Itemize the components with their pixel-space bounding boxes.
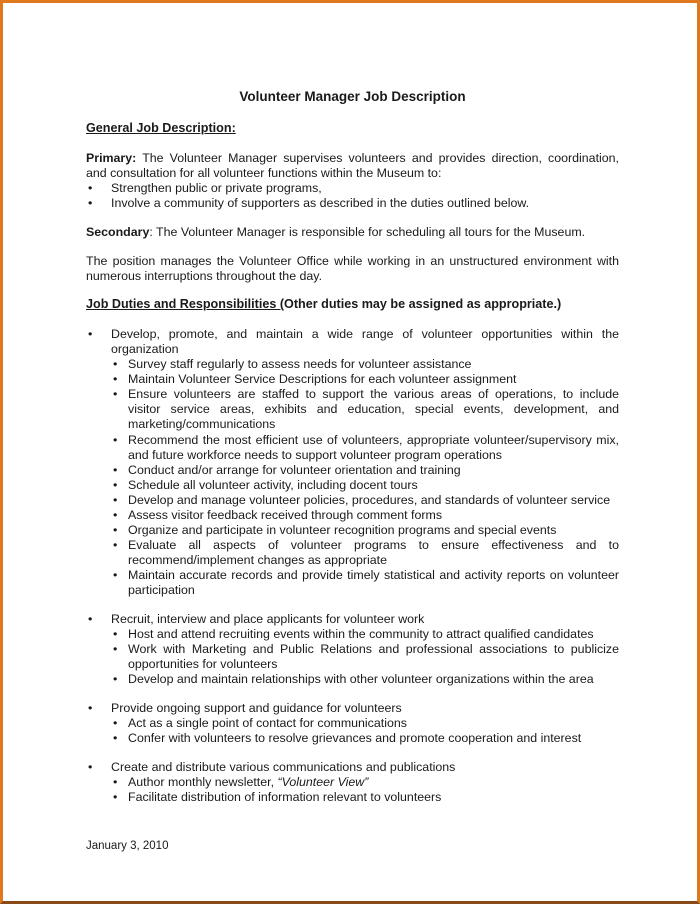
bullet-icon: •: [113, 463, 118, 477]
bullet-icon: •: [113, 508, 118, 522]
bullet-icon: •: [113, 493, 118, 507]
bullet-icon: •: [113, 372, 118, 386]
bullet-icon: •: [113, 523, 118, 537]
bullet-icon: •: [113, 790, 118, 804]
bullet-icon: •: [88, 196, 93, 210]
bullet-icon: •: [113, 357, 118, 371]
bullet-icon: •: [113, 642, 118, 656]
secondary-paragraph: Secondary: The Volunteer Manager is responsible for scheduling all tours for the Museum.: [86, 225, 586, 239]
bullet-icon: •: [113, 731, 118, 745]
document-title: Volunteer Manager Job Description: [239, 89, 466, 104]
bullet-icon: •: [88, 327, 93, 341]
bullet-icon: •: [113, 672, 118, 686]
bullet-icon: •: [113, 478, 118, 492]
job-duties-heading: Job Duties and Responsibilities (Other duties may be assigned as appropriate.): [86, 297, 562, 311]
position-paragraph-line1: The position manages the Volunteer Office while working in an unstructured environment with: [86, 254, 619, 268]
primary-paragraph-line2: and consultation for all volunteer functions within the Museum to:: [86, 166, 442, 180]
bullet-icon: •: [113, 716, 118, 730]
bullet-icon: •: [113, 568, 118, 582]
bullet-icon: •: [88, 181, 93, 195]
bullet-icon: •: [113, 433, 118, 447]
primary-paragraph-line1: Primary: The Volunteer Manager supervises volunteers and provides direction, coordination,: [86, 151, 619, 165]
bullet-icon: •: [113, 627, 118, 641]
newsletter-title: “Volunteer View”: [277, 775, 369, 789]
bullet-icon: •: [88, 701, 93, 715]
position-paragraph-line2: numerous interruptions throughout the day.: [86, 269, 323, 283]
bullet-icon: •: [113, 387, 118, 401]
bullet-icon: •: [88, 612, 93, 626]
primary-label: Primary:: [86, 151, 137, 165]
general-job-description-heading: General Job Description:: [86, 121, 236, 135]
bullet-icon: •: [88, 760, 93, 774]
bullet-icon: •: [113, 775, 118, 789]
bullet-icon: •: [113, 538, 118, 552]
secondary-label: Secondary: [86, 225, 150, 239]
document-date: January 3, 2010: [86, 840, 169, 852]
